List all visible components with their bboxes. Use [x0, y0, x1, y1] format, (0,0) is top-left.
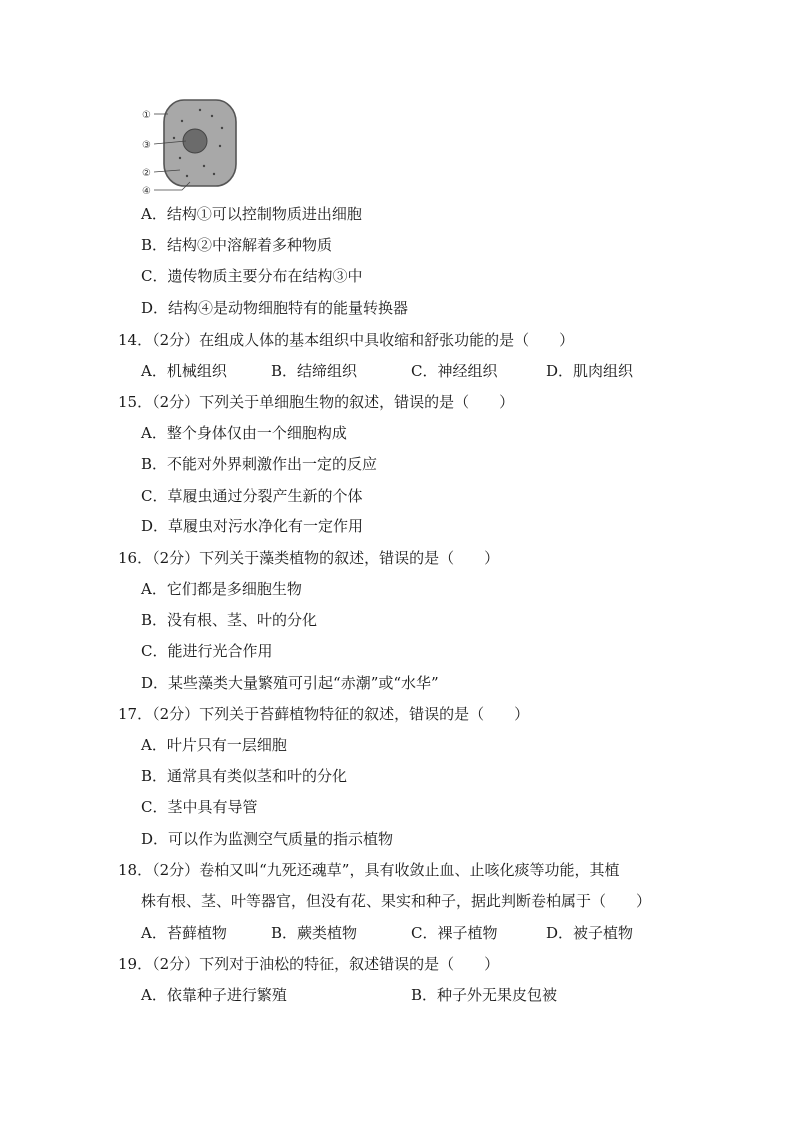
q17-option-a: A．叶片只有一层细胞 [141, 736, 287, 754]
cell-svg [142, 96, 242, 198]
q16-option-d: D．某些藻类大量繁殖可引起“赤潮”或“水华” [141, 674, 439, 692]
q15-option-d: D．草履虫对污水净化有一定作用 [141, 517, 364, 535]
q17-option-b: B．通常具有类似茎和叶的分化 [141, 767, 348, 785]
label-3: ③ [142, 140, 151, 151]
q13-option-c: C．遗传物质主要分布在结构③中 [141, 267, 363, 285]
cell-nucleus [183, 129, 207, 153]
q18-stem-line1: 18．（2分）卷柏又叫“九死还魂草”，具有收敛止血、止咳化痰等功能，其植 [118, 861, 620, 879]
q18-option-a: A．苔藓植物 [141, 924, 227, 942]
q14-stem: 14．（2分）在组成人体的基本组织中具收缩和舒张功能的是（ ） [118, 331, 575, 349]
q16-option-b: B．没有根、茎、叶的分化 [141, 611, 318, 629]
q16-option-a: A．它们都是多细胞生物 [141, 580, 302, 598]
q17-option-c: C．茎中具有导管 [141, 798, 258, 816]
q15-option-b: B．不能对外界刺激作出一定的反应 [141, 455, 378, 473]
q18-option-c: C．裸子植物 [411, 924, 498, 942]
q14-option-d: D．肌肉组织 [546, 362, 634, 380]
label-4: ④ [142, 186, 151, 197]
animal-cell-diagram [142, 96, 242, 198]
q18-option-d: D．被子植物 [546, 924, 634, 942]
label-2: ② [142, 168, 151, 179]
q19-option-a: A．依靠种子进行繁殖 [141, 986, 287, 1004]
q17-stem: 17．（2分）下列关于苔藓植物特征的叙述，错误的是（ ） [118, 705, 530, 723]
q17-option-d: D．可以作为监测空气质量的指示植物 [141, 830, 394, 848]
q13-option-a: A．结构①可以控制物质进出细胞 [141, 205, 362, 223]
q14-option-b: B．结缔组织 [271, 362, 358, 380]
q15-stem: 15．（2分）下列关于单细胞生物的叙述，错误的是（ ） [118, 393, 515, 411]
label-1: ① [142, 110, 151, 121]
q13-option-d: D．结构④是动物细胞特有的能量转换器 [141, 299, 409, 317]
q14-option-c: C．神经组织 [411, 362, 498, 380]
q14-option-a: A．机械组织 [141, 362, 227, 380]
q18-stem-line2: 株有根、茎、叶等器官，但没有花、果实和种子，据此判断卷柏属于（ ） [141, 892, 652, 910]
q15-option-a: A．整个身体仅由一个细胞构成 [141, 424, 347, 442]
q19-stem: 19．（2分）下列对于油松的特征，叙述错误的是（ ） [118, 955, 500, 973]
q19-option-b: B．种子外无果皮包被 [411, 986, 558, 1004]
q16-stem: 16．（2分）下列关于藻类植物的叙述，错误的是（ ） [118, 549, 500, 567]
q18-option-b: B．蕨类植物 [271, 924, 358, 942]
q16-option-c: C．能进行光合作用 [141, 642, 273, 660]
q13-option-b: B．结构②中溶解着多种物质 [141, 236, 333, 254]
q15-option-c: C．草履虫通过分裂产生新的个体 [141, 487, 363, 505]
